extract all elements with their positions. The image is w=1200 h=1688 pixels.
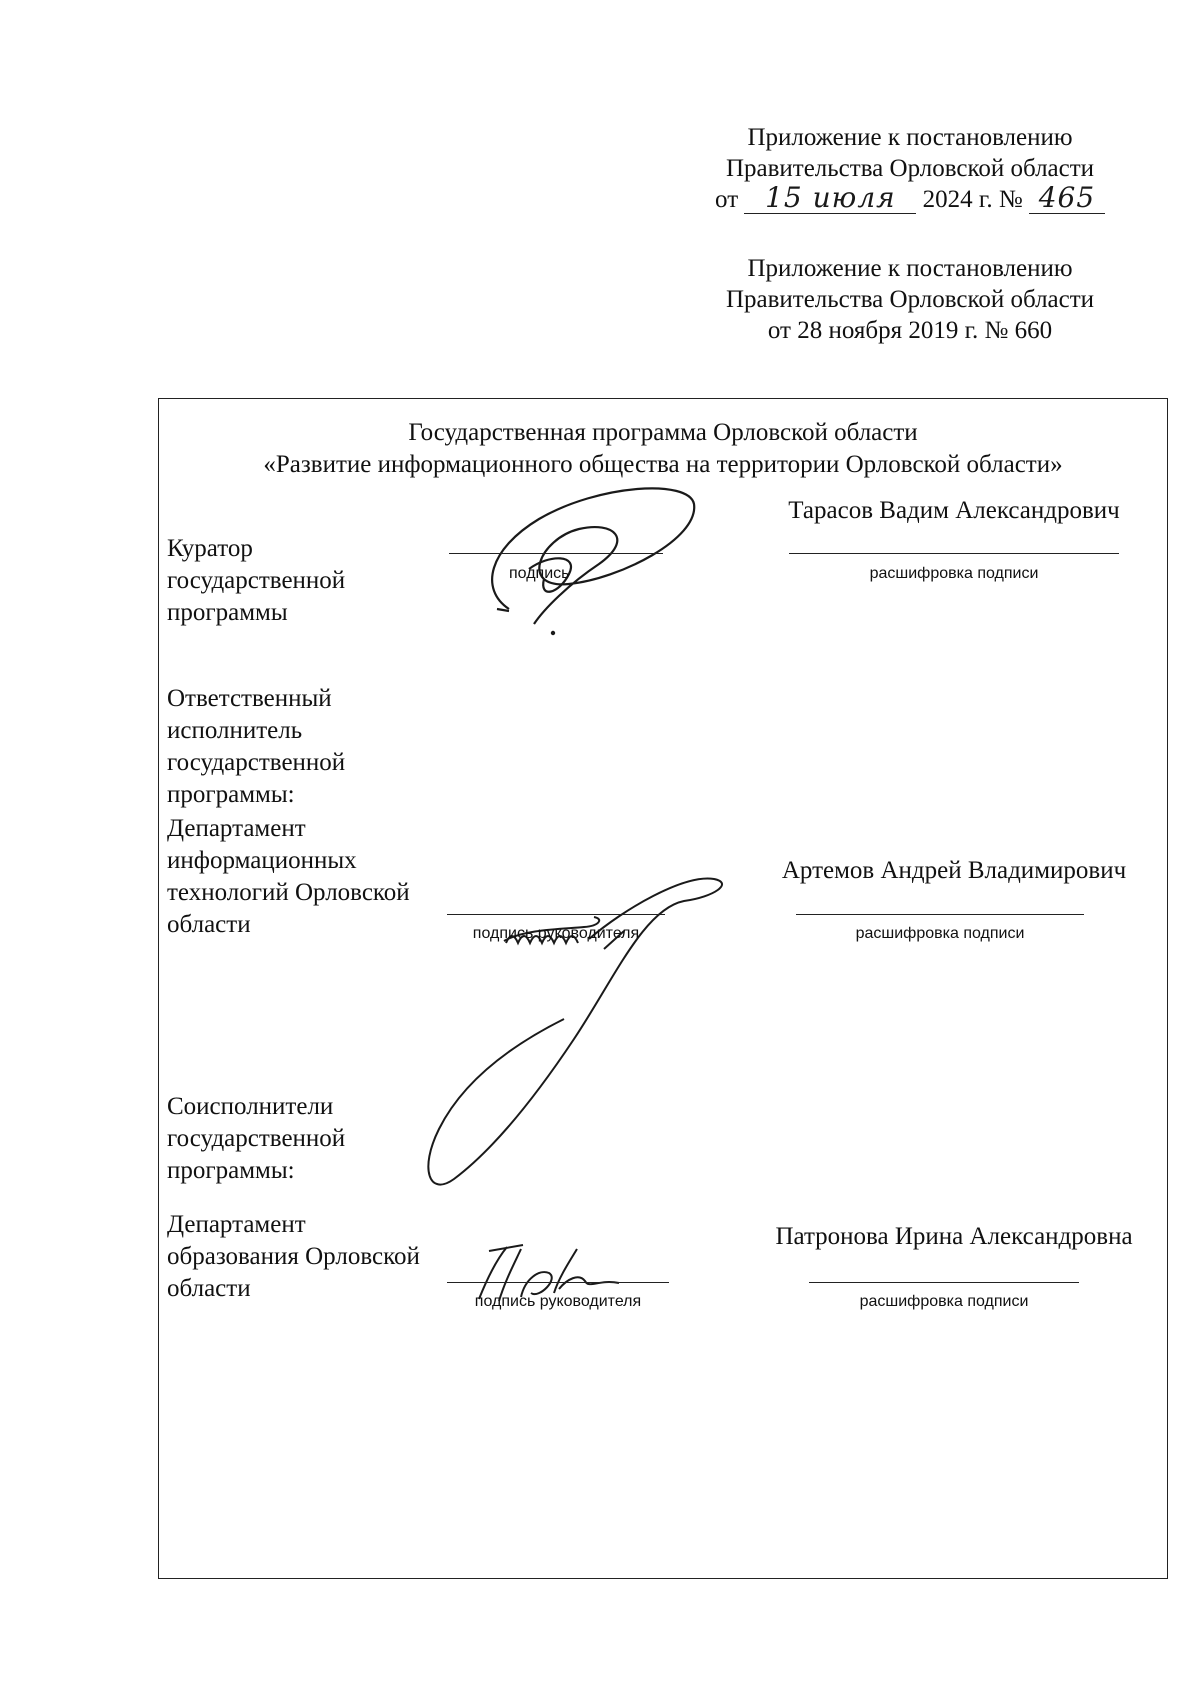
responsible-org-line: технологий Орловской: [167, 879, 410, 906]
appendix-header-old: [690, 253, 1130, 346]
responsible-label: [167, 683, 345, 811]
responsible-org: [167, 813, 410, 941]
curator-name: Тарасов Вадим Александрович: [788, 497, 1120, 524]
co-executors-name-line: [809, 1282, 1079, 1283]
date-blank: [744, 181, 916, 214]
co-executors-label-line: государственной: [167, 1125, 346, 1152]
curator-label: [167, 533, 345, 629]
curator-label-line: Куратор: [167, 535, 253, 562]
responsible-name-caption: расшифровка подписи: [855, 925, 1025, 942]
handwritten-number: 465: [1038, 181, 1096, 214]
responsible-name: Артемов Андрей Владимирович: [781, 857, 1127, 884]
number-blank: [1029, 181, 1105, 214]
co-executors-org-line: области: [167, 1275, 251, 1302]
responsible-label-line: исполнитель: [167, 717, 303, 744]
appendix-header-new: [690, 122, 1130, 215]
appendix-old-line2: Правительства Орловской области: [725, 286, 1095, 313]
program-frame: [158, 398, 1168, 1579]
co-executors-label-line: Соисполнители: [167, 1093, 334, 1120]
responsible-name-line: [796, 914, 1084, 915]
handwritten-date: 15 июля: [765, 181, 896, 214]
responsible-org-line: Департамент: [167, 815, 306, 842]
responsible-signature-drawing: [414, 869, 734, 1199]
co-executors-signature-line: [447, 1282, 669, 1283]
curator-name-line: [789, 553, 1119, 554]
co-executors-name-caption: расшифровка подписи: [859, 1293, 1029, 1310]
responsible-signature-line: [447, 914, 665, 915]
curator-signature-line: [449, 553, 663, 554]
co-executors-org-line: образования Орловской: [167, 1243, 420, 1270]
responsible-org-line: области: [167, 911, 251, 938]
program-title-line2: «Развитие информационного общества на территории Орловской области»: [263, 451, 1063, 478]
curator-label-line: государственной: [167, 567, 346, 594]
appendix-new-line1: Приложение к постановлению: [747, 124, 1073, 151]
co-executors-org: [167, 1209, 420, 1305]
co-executors-org-line: Департамент: [167, 1211, 306, 1238]
curator-name-caption: расшифровка подписи: [869, 565, 1039, 582]
co-executors-label: [167, 1091, 345, 1187]
date-prefix: от: [715, 186, 739, 213]
appendix-old-line3: от 28 ноября 2019 г. № 660: [767, 317, 1053, 344]
curator-label-line: программы: [167, 599, 288, 626]
co-executors-label-line: программы:: [167, 1157, 295, 1184]
curator-signature-caption: подпись: [509, 565, 570, 582]
year-text: 2024 г. №: [922, 186, 1023, 213]
responsible-label-line: государственной: [167, 749, 346, 776]
co-executors-signature-caption: подпись руководителя: [474, 1293, 642, 1310]
responsible-org-line: информационных: [167, 847, 357, 874]
appendix-old-line1: Приложение к постановлению: [747, 255, 1073, 282]
appendix-new-date-line: [690, 181, 1130, 215]
curator-signature-drawing: [449, 459, 709, 639]
responsible-label-line: Ответственный: [167, 685, 332, 712]
responsible-signature-caption: подпись руководителя: [472, 925, 640, 942]
appendix-new-line2: Правительства Орловской области: [725, 155, 1095, 182]
co-executors-name: Патронова Ирина Александровна: [775, 1223, 1133, 1250]
program-title-line1: Государственная программа Орловской области: [408, 419, 918, 446]
responsible-label-line: программы:: [167, 781, 295, 808]
